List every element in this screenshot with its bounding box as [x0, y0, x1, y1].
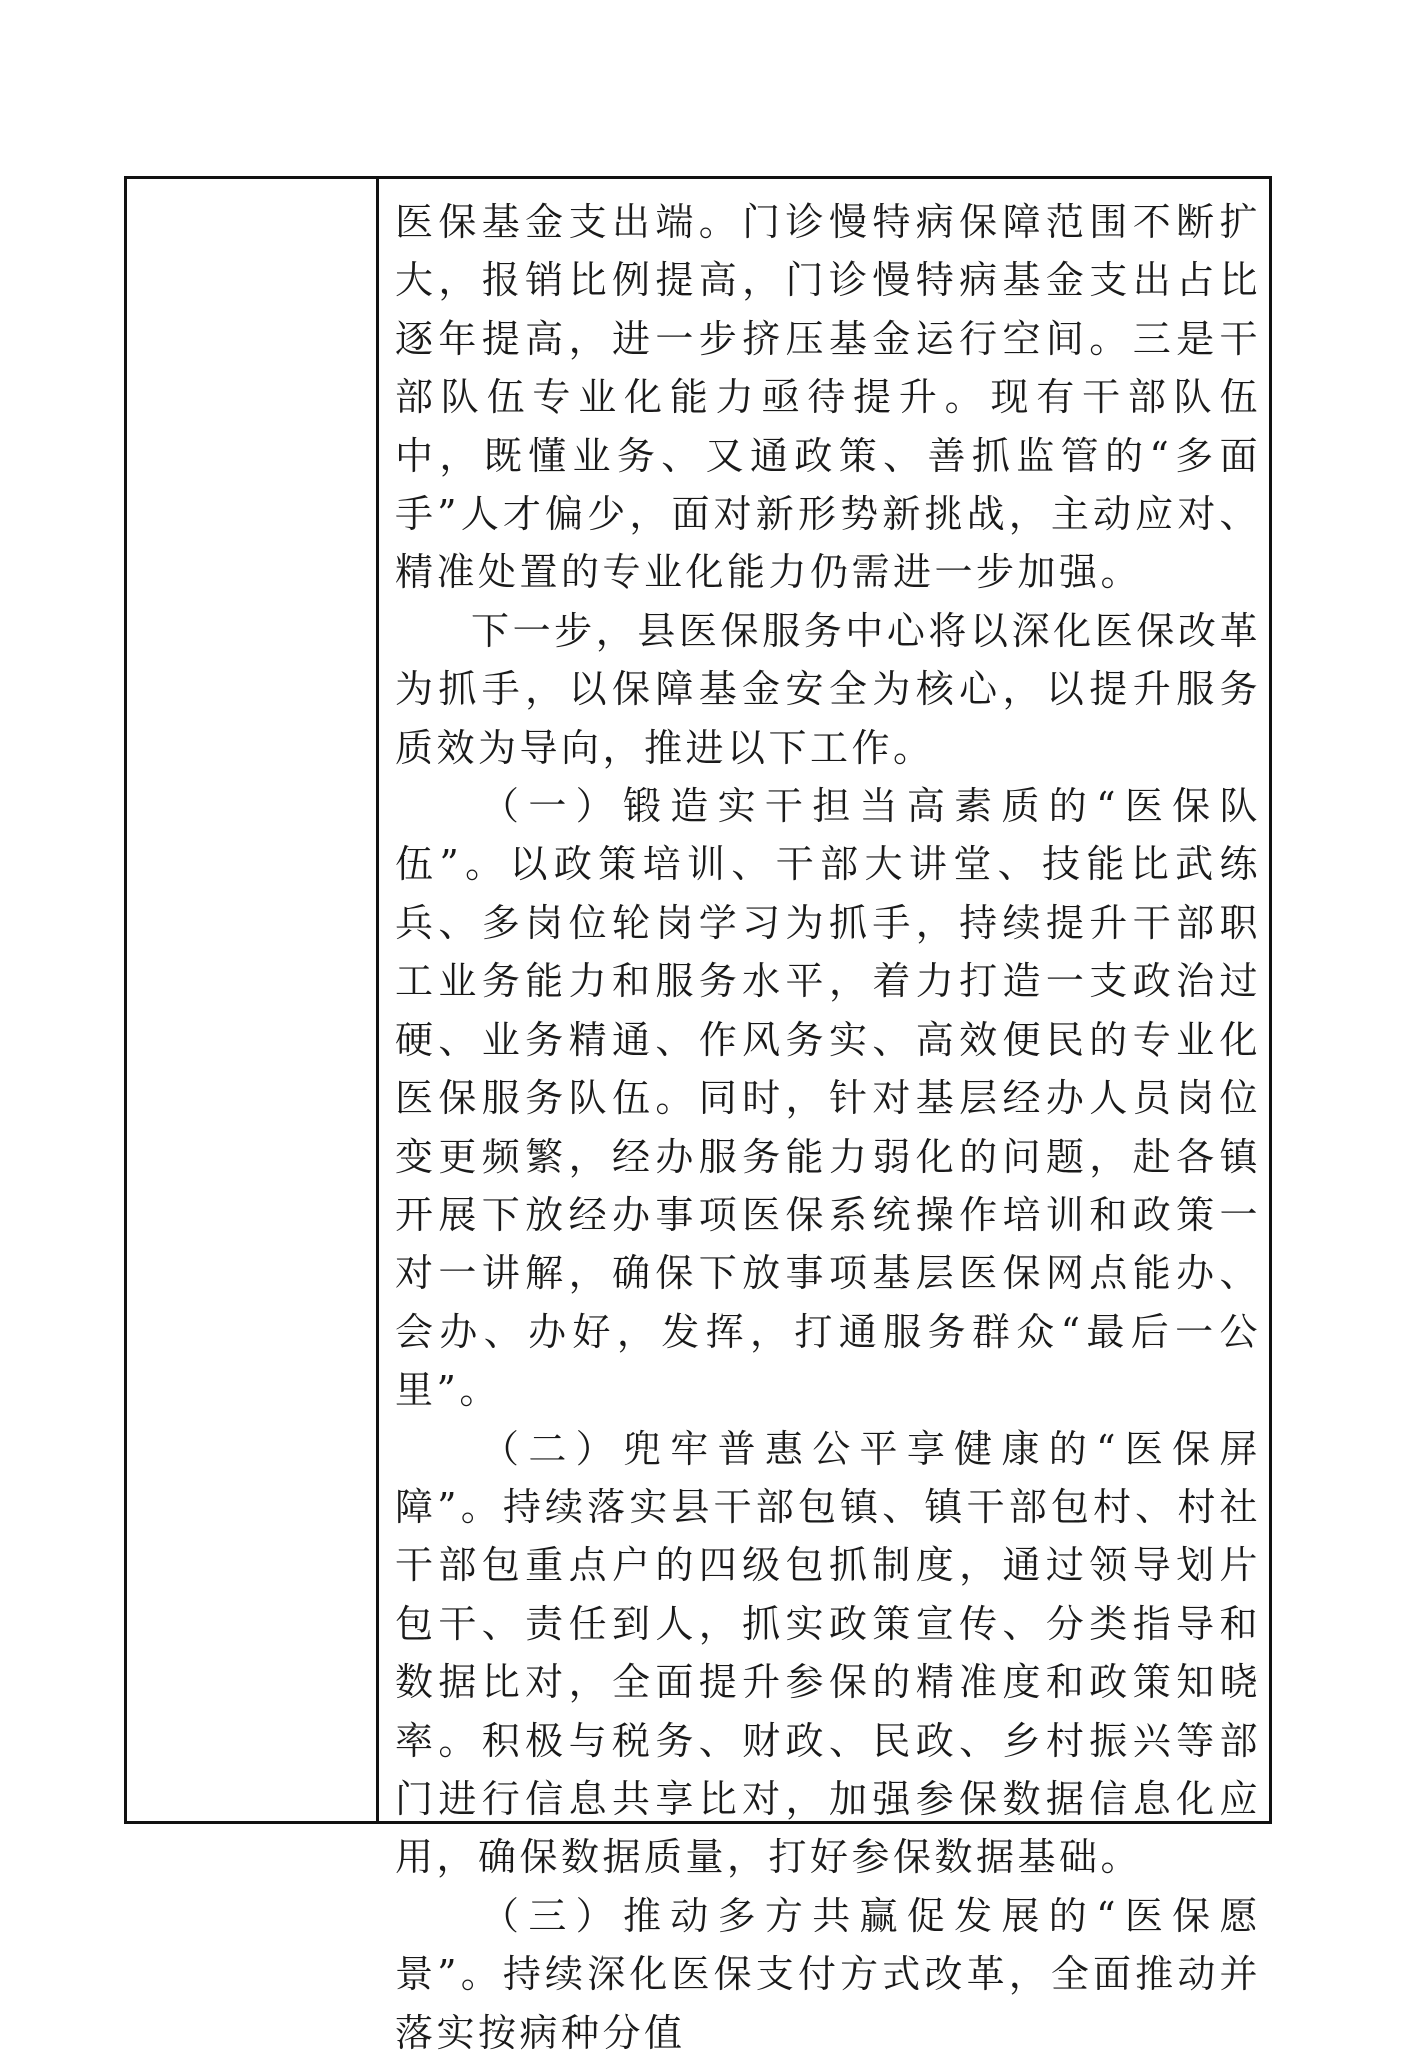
paragraph-item-3: （三）推动多方共赢促发展的“医保愿景”。持续深化医保支付方式改革，全面推动并落实按病种分值 — [395, 1893, 1261, 2055]
paragraph-item-1: （一）锻造实干担当高素质的“医保队伍”。以政策培训、干部大讲堂、技能比武练兵、多岗位轮岗学习为抓手，持续提升干部职工业务能力和服务水平，着力打造一支政治过硬、业务精通、作风务实、高效便民的专业化医保服务队伍。同时，针对基层经办人员岗位变更频繁，经办服务能力弱化的问题，赴各镇开展下放经办事项医保系统操作培训和政策一对一讲解，确保下放事项基层医保网点能办、会办、办好，发挥，打通服务群众“最后一公里”。 — [395, 784, 1261, 1413]
table-right-cell — [379, 179, 1269, 2055]
paragraph-next-steps: 下一步，县医保服务中心将以深化医保改革为抓手，以保障基金安全为核心，以提升服务质效为导向，推进以下工作。 — [395, 608, 1261, 770]
table-left-cell — [127, 179, 379, 1821]
paragraph-continuation: 医保基金支出端。门诊慢特病保障范围不断扩大，报销比例提高，门诊慢特病基金支出占比逐年提高，进一步挤压基金运行空间。三是干部队伍专业化能力亟待提升。现有干部队伍中，既懂业务、又通政策、善抓监管的“多面手”人才偏少，面对新形势新挑战，主动应对、精准处置的专业化能力仍需进一步加强。 — [395, 200, 1261, 595]
bordered-table — [124, 176, 1272, 2055]
paragraph-item-2: （二）兜牢普惠公平享健康的“医保屏障”。持续落实县干部包镇、镇干部包村、村社干部包重点户的四级包抓制度，通过领导划片包干、责任到人，抓实政策宣传、分类指导和数据比对，全面提升参保的精准度和政策知晓率。积极与税务、财政、民政、乡村振兴等部门进行信息共享比对，加强参保数据信息化应用，确保数据质量，打好参保数据基础。 — [395, 1426, 1261, 1880]
